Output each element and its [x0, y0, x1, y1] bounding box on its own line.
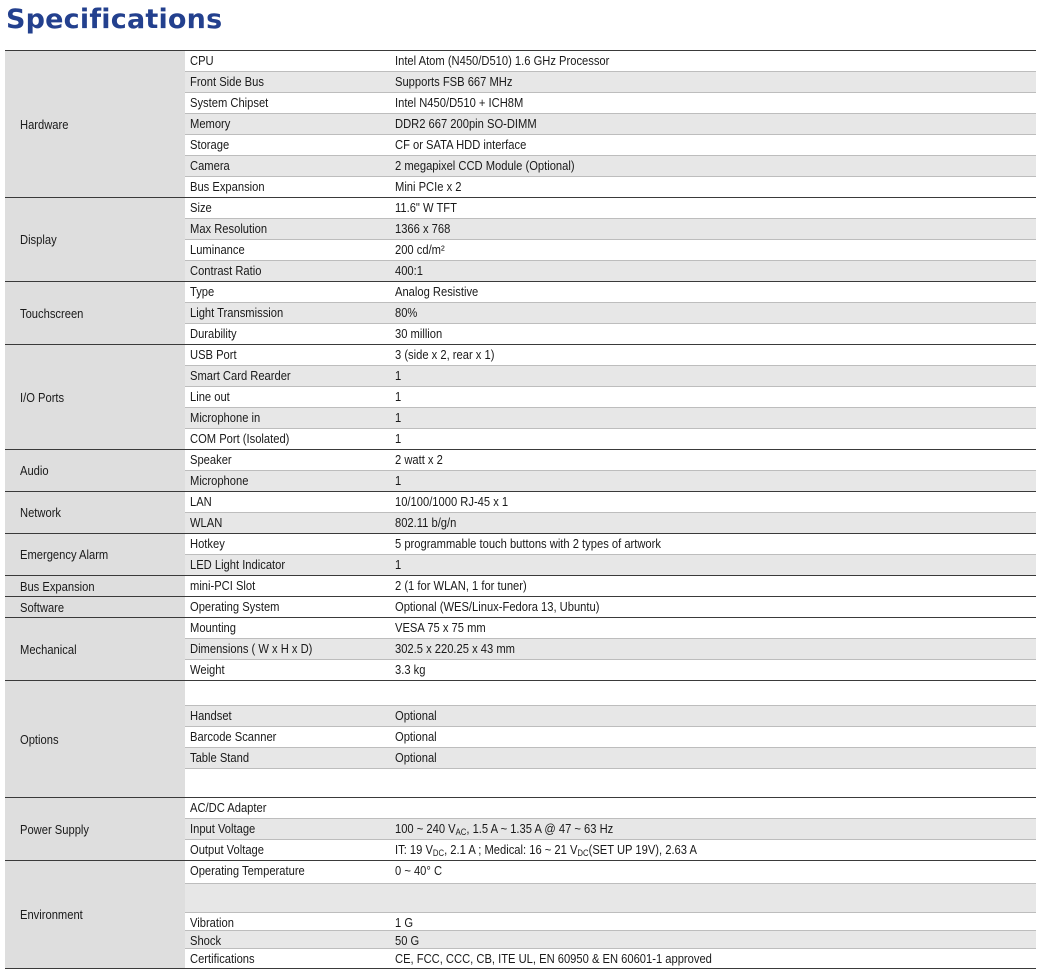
spec-group: [5, 344, 1036, 449]
spec-label: Storage: [190, 137, 230, 152]
spec-label: Barcode Scanner: [190, 729, 277, 744]
spec-value: 1: [395, 410, 402, 425]
spec-row: [185, 156, 1036, 177]
spec-value: 1 G: [395, 915, 414, 930]
spec-value: CF or SATA HDD interface: [395, 137, 527, 152]
spec-row: [185, 345, 1036, 366]
category-label: [5, 798, 185, 860]
category-label: [5, 681, 185, 797]
spec-row: [185, 114, 1036, 135]
spec-label: [185, 681, 395, 705]
spec-value: 2 watt x 2: [395, 452, 443, 467]
spec-value: DDR2 667 200pin SO-DIMM: [395, 116, 537, 131]
spec-label: Bus Expansion: [190, 179, 265, 194]
spec-row: [185, 72, 1036, 93]
category-text: Software: [20, 599, 65, 615]
spec-row: [185, 798, 1036, 819]
spec-row: [185, 884, 1036, 913]
spec-label: Max Resolution: [190, 221, 268, 236]
spec-group: [5, 50, 1036, 197]
spec-label: Operating System: [190, 599, 280, 614]
spec-label: [185, 884, 395, 912]
spec-label: Camera: [190, 158, 230, 173]
spec-value: 50 G: [395, 933, 420, 948]
spec-value: [395, 884, 1036, 912]
spec-value: 2 (1 for WLAN, 1 for tuner): [395, 578, 527, 593]
spec-value: 1: [395, 557, 402, 572]
spec-row: [185, 303, 1036, 324]
spec-row: [185, 681, 1036, 706]
spec-label: Handset: [190, 708, 232, 723]
spec-row: [185, 282, 1036, 303]
spec-group: [5, 575, 1036, 596]
spec-value: 2 megapixel CCD Module (Optional): [395, 158, 575, 173]
spec-value: 3 (side x 2, rear x 1): [395, 347, 495, 362]
category-text: Options: [20, 731, 59, 747]
spec-label: Microphone: [190, 473, 249, 488]
spec-row: [185, 429, 1036, 449]
spec-label: USB Port: [190, 347, 237, 362]
spec-label: Vibration: [190, 915, 234, 930]
spec-group: [5, 860, 1036, 969]
spec-value: [395, 798, 1036, 818]
spec-group: [5, 680, 1036, 797]
spec-label: Durability: [190, 326, 237, 341]
spec-value: Supports FSB 667 MHz: [395, 74, 513, 89]
spec-value: Optional: [395, 750, 437, 765]
spec-label: Output Voltage: [190, 842, 264, 857]
spec-value: 100 ~ 240 $V_{AC}$, 1.5 A ~ 1.35 A @ 47 ~ 63 Hz: [395, 821, 614, 837]
spec-label: Speaker: [190, 452, 232, 467]
spec-value: 1: [395, 389, 402, 404]
spec-value: Optional: [395, 708, 437, 723]
category-text: Power Supply: [20, 821, 89, 837]
spec-row: [185, 471, 1036, 491]
spec-label: Light Transmission: [190, 305, 284, 320]
spec-label: System Chipset: [190, 95, 269, 110]
spec-row: [185, 324, 1036, 344]
category-text: Hardware: [20, 116, 69, 132]
spec-value: VESA 75 x 75 mm: [395, 620, 486, 635]
spec-row: [185, 387, 1036, 408]
category-text: Emergency Alarm: [20, 547, 109, 562]
spec-label: Weight: [190, 662, 225, 677]
spec-row: [185, 639, 1036, 660]
spec-label: Microphone in: [190, 410, 261, 425]
spec-row: [185, 618, 1036, 639]
category-label: [5, 576, 185, 596]
spec-label: Table Stand: [190, 750, 250, 765]
category-text: Network: [20, 505, 62, 520]
spec-value: 302.5 x 220.25 x 43 mm: [395, 641, 515, 656]
category-text: Display: [20, 232, 57, 247]
spec-group: [5, 281, 1036, 344]
category-text: I/O Ports: [20, 389, 65, 405]
spec-row: [185, 135, 1036, 156]
category-label: [5, 861, 185, 968]
spec-row: [185, 706, 1036, 727]
spec-label: Smart Card Rearder: [190, 368, 291, 383]
spec-value: 11.6" W TFT: [395, 200, 457, 215]
spec-label: Line out: [190, 389, 230, 404]
spec-value: IT: 19 $V_{DC}$, 2.1 A ; Medical: 16 ~ 21 $V_{DC}(SET$ UP 19V), 2.63 A: [395, 842, 697, 858]
spec-label: Certifications: [190, 951, 255, 966]
spec-group: [5, 617, 1036, 680]
spec-row: [185, 177, 1036, 197]
spec-value: CE, FCC, CCC, CB, ITE UL, EN 60950 & EN 60601-1 approved: [395, 951, 712, 966]
spec-value: 200 cd/m²: [395, 242, 445, 257]
spec-row: [185, 219, 1036, 240]
spec-value: Mini PCIe x 2: [395, 179, 462, 194]
spec-label: Size: [190, 200, 212, 215]
spec-group: [5, 197, 1036, 281]
spec-group: [5, 491, 1036, 533]
spec-row: [185, 660, 1036, 680]
page-title: Specifications: [6, 4, 223, 35]
spec-value: 5 programmable touch buttons with 2 types of artwork: [395, 536, 661, 551]
spec-value: 3.3 kg: [395, 662, 426, 677]
spec-label: AC/DC Adapter: [190, 800, 267, 815]
category-text: Touchscreen: [20, 305, 84, 321]
spec-row: [185, 949, 1036, 968]
spec-value: Analog Resistive: [395, 284, 479, 299]
spec-value: 400:1: [395, 263, 423, 278]
spec-label: Memory: [190, 116, 231, 131]
spec-row: [185, 534, 1036, 555]
spec-value: 1: [395, 431, 402, 446]
spec-label: Input Voltage: [190, 821, 256, 836]
spec-value: 802.11 b/g/n: [395, 515, 457, 530]
category-label: [5, 345, 185, 449]
spec-label: CPU: [190, 53, 214, 68]
spec-row: [185, 450, 1036, 471]
spec-label: Type: [190, 284, 215, 299]
category-text: Mechanical: [20, 641, 77, 657]
spec-label: Operating Temperature: [190, 863, 305, 878]
category-label: [5, 198, 185, 281]
spec-value: Optional (WES/Linux-Fedora 13, Ubuntu): [395, 599, 600, 614]
spec-row: [185, 861, 1036, 884]
spec-label: Shock: [190, 933, 222, 948]
spec-group: [5, 797, 1036, 860]
category-label: [5, 534, 185, 575]
category-label: [5, 51, 185, 197]
spec-label: Hotkey: [190, 536, 225, 551]
spec-value: 1: [395, 368, 402, 383]
category-text: Bus Expansion: [20, 578, 95, 594]
spec-value: 30 million: [395, 326, 443, 341]
spec-row: [185, 597, 1036, 617]
spec-label: [185, 769, 395, 797]
spec-row: [185, 576, 1036, 596]
spec-value: [395, 681, 1036, 705]
spec-row: [185, 555, 1036, 575]
spec-row: [185, 492, 1036, 513]
spec-value: Optional: [395, 729, 437, 744]
spec-row: [185, 513, 1036, 533]
spec-row: [185, 261, 1036, 281]
category-label: [5, 597, 185, 617]
spec-row: [185, 408, 1036, 429]
spec-row: [185, 198, 1036, 219]
spec-group: [5, 533, 1036, 575]
spec-label: Contrast Ratio: [190, 263, 262, 278]
spec-value: 0 ~ 40° C: [395, 863, 443, 878]
spec-value: Intel N450/D510 + ICH8M: [395, 95, 524, 110]
spec-row: [185, 840, 1036, 860]
category-label: [5, 282, 185, 344]
spec-label: Front Side Bus: [190, 74, 264, 89]
spec-row: [185, 748, 1036, 769]
spec-row: [185, 931, 1036, 949]
spec-label: COM Port (Isolated): [190, 431, 290, 446]
spec-label: LAN: [190, 494, 212, 509]
spec-label: LED Light Indicator: [190, 557, 286, 572]
spec-group: [5, 596, 1036, 617]
spec-label: mini-PCI Slot: [190, 578, 256, 593]
category-label: [5, 618, 185, 680]
category-text: Environment: [20, 907, 83, 922]
spec-value: 1: [395, 473, 402, 488]
spec-value: 10/100/1000 RJ-45 x 1: [395, 494, 509, 509]
spec-label: Mounting: [190, 620, 236, 635]
spec-row: [185, 51, 1036, 72]
category-text: Audio: [20, 463, 49, 478]
spec-row: [185, 769, 1036, 797]
spec-row: [185, 366, 1036, 387]
spec-label: WLAN: [190, 515, 223, 530]
spec-label: Dimensions ( W x H x D): [190, 641, 313, 656]
spec-value: 1366 x 768: [395, 221, 451, 236]
specifications-table: [5, 50, 1036, 969]
category-label: [5, 492, 185, 533]
category-label: [5, 450, 185, 491]
spec-row: [185, 913, 1036, 931]
spec-value: Intel Atom (N450/D510) 1.6 GHz Processor: [395, 53, 610, 68]
spec-row: [185, 240, 1036, 261]
spec-row: [185, 727, 1036, 748]
spec-label: Luminance: [190, 242, 245, 257]
spec-row: [185, 819, 1036, 840]
spec-value: 80%: [395, 305, 418, 320]
spec-value: [395, 769, 1036, 797]
spec-row: [185, 93, 1036, 114]
spec-group: [5, 449, 1036, 491]
